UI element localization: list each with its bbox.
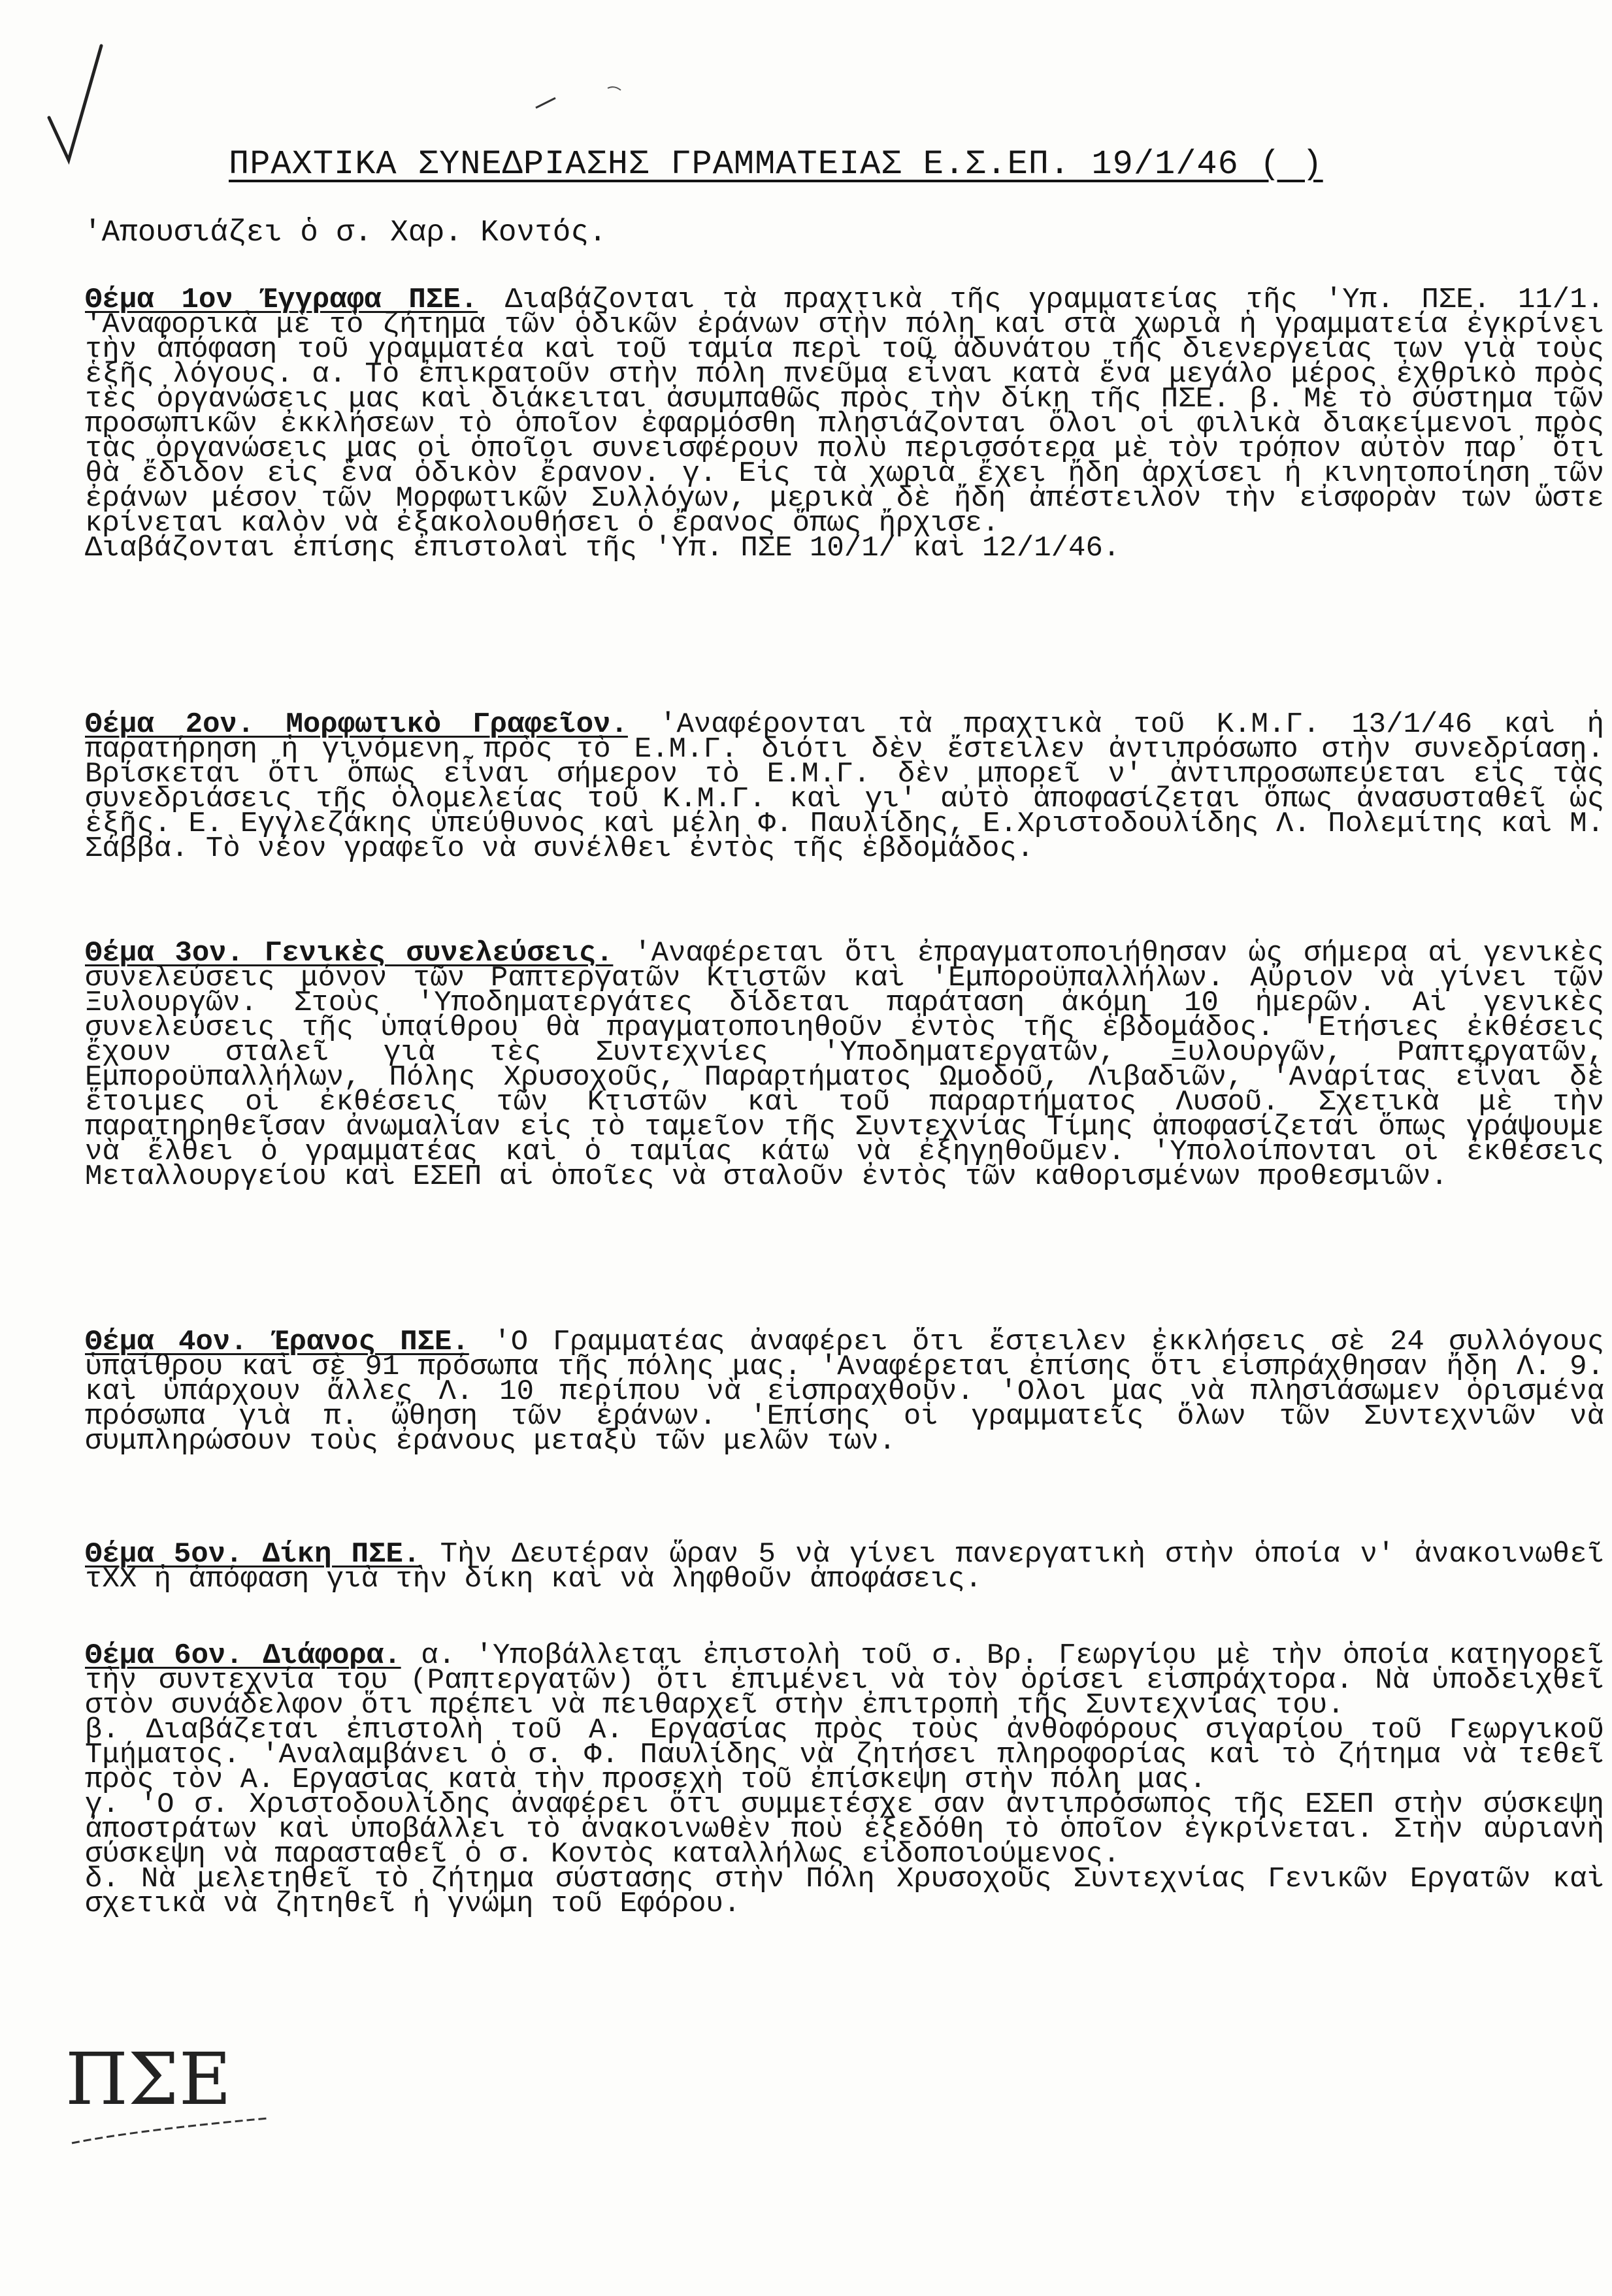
pen-scribble (510, 78, 640, 118)
item-1-heading: Θέμα 1ον Έγγραφα ΠΣΕ. (85, 284, 478, 316)
item-6 (85, 1639, 1604, 1920)
item-2 (85, 708, 1604, 865)
item-4-heading: Θέμα 4ον. Έρανος ΠΣΕ. (85, 1326, 469, 1358)
item-5-heading: Θέμα 5ον. Δίκη ΠΣΕ. (85, 1538, 421, 1571)
item-3-heading: Θέμα 3ον. Γενικὲς συνελεύσεις. (85, 937, 614, 970)
document-title: ΠΡΑΧΤΙΚΑ ΣΥΝΕΔΡΙΑΣΗΣ ΓΡΑΜΜΑΤΕΙΑΣ Ε.Σ.ΕΠ. 19/1/46 ( ) (229, 145, 1323, 184)
item-6-text: α. 'Υποβάλλεται ἐπιστολὴ τοῦ σ. Βρ. Γεωργίου μὲ τὴν ὁποία κατηγορεῖ τὴν συντεχνία του (Ραπτεργατῶν) ὅτι ἐπιμένει νὰ τὸν ὁρίσει εἰσπράχτορα. Νὰ ὑποδειχθεῖ στὸν συνάδελφον ὅτι πρέπει νὰ πειθαρχεῖ στὴν ἐπιτροπὴ τῆς Συντεχνίας του. (85, 1639, 1604, 1722)
item-5 (85, 1538, 1605, 1596)
handwritten-pse-mark (59, 2032, 333, 2163)
item-1-extra: Διαβάζονται ἐπίσης ἐπιστολαὶ τῆς 'Υπ. ΠΣΕ 10/1/ καὶ 12/1/46. (85, 532, 1121, 565)
item-3 (85, 937, 1604, 1193)
item-6-subitem-c: γ. 'Ο σ. Χριστοδουλίδης ἀναφέρει ὅτι συμμετέσχε σαν ἀντιπρόσωπος τῆς ΕΣΕΠ στὴν σύσκεψη ἀποστράτων καὶ ὑποβάλλει τὸ ἀνακοινωθὲν ποὺ ἐξεδόθη τὸ ὁποῖον ἐγκρίνεται. Στὴν αὐριανὴ σύσκεψη νὰ παρασταθεῖ ὁ σ. Κοντὸς καταλλήλως εἰδοποιούμενος. (85, 1788, 1604, 1871)
item-5-text: Τὴν Δευτέραν ὥραν 5 νὰ γίνει πανεργατικὴ στὴν ὁποία ν' ἀνακοινωθεῖ τΧΧ ἡ ἀπόφαση γιὰ τὴν δίκη καὶ νὰ ληφθοῦν ἀποφάσεις. (85, 1538, 1605, 1596)
item-6-heading: Θέμα 6ον. Διάφορα. (85, 1639, 401, 1672)
item-3-text: 'Αναφέρεται ὅτι ἐπραγματοποιήθησαν ὡς σήμερα αἱ γενικὲς συνελεύσεις μόνον τῶν Ραπτεργατῶν Κτιστῶν καὶ 'Εμποροϋπαλλήλων. Αὔριον νὰ γίνει τῶν Ξυλουργῶν. Στοὺς 'Υποδηματεργάτες δίδεται παράταση ἀκόμη 10 ἡμερῶν. Αἱ γενικὲς συνελεύσεις τῆς ὑπαίθρου θὰ πραγματοποιηθοῦν ἐντὸς τῆς ἑβδομάδος. 'Ετήσιες ἐκθέσεις ἔχουν σταλεῖ γιὰ τὲς Συντεχνίες 'Υποδηματεργατῶν, Ξυλουργῶν, Ραπτεργατῶν, Εμποροϋπαλλήλων, Πόλης Χρυσοχοῦς, Παραρτήματος Ωμοδοῦ, Λιβαδιῶν, 'Αναρίτας εἶναι δὲ ἕτοιμες οἱ ἐκθέσεις τῶν Κτιστῶν καὶ τοῦ παραρτήματος Λυσοῦ. Σχετικὰ μὲ τὴν παρατηρηθεῖσαν ἀνωμαλίαν εἰς τὸ ταμεῖον τῆς Συντεχνίας Τίμης ἀποφασίζεται ὅπως γράψουμε νὰ ἔλθει ὁ γραμματέας καὶ ὁ ταμίας κάτω νὰ ἐξηγηθοῦμεν. 'Υπολοίπονται οἱ ἐκθέσεις Μεταλλουργείου καὶ ΕΣΕΠ αἱ ὁποῖες νὰ σταλοῦν ἐντὸς τῶν καθορισμένων προθεσμιῶν. (85, 937, 1604, 1193)
handwritten-pse-text: ΠΣΕ (65, 2037, 231, 2121)
attendance-note: 'Απουσιάζει ὁ σ. Χαρ. Κοντός. (84, 216, 607, 250)
item-4 (85, 1326, 1605, 1458)
item-2-heading: Θέμα 2ον. Μορφωτικὸ Γραφεῖον. (85, 708, 628, 741)
item-1-text: Διαβάζονται τὰ πραχτικὰ τῆς γραμματείας τῆς 'Υπ. ΠΣΕ. 11/1. 'Αναφορικὰ μὲ τὸ ζήτημα τῶν ὁδικῶν ἐράνων στὴν πόλη καὶ στὰ χωριὰ ἡ γραμματεία ἐγκρίνει τὴν ἀπόφαση τοῦ γραμματέα καὶ τοῦ ταμία περὶ τοῦ ἀδυνάτου τῆς διενεργείας των γιὰ τοὺς ἑξῆς λόγους. α. Τὸ ἐπικρατοῦν στὴν πόλη πνεῦμα εἶναι κατὰ ἕνα μεγάλο μέρος ἐχθρικὸ πρὸς τὲς ὀργανώσεις μας καὶ διάκειται ἀσυμπαθῶς πρὸς τὴν δίκη τῆς ΠΣΕ. β. Μὲ τὸ σύστημα τῶν προσωπικῶν ἐκκλήσεων τὸ ὁποῖον ἐφαρμόσθη πλησιάζονται ὅλοι οἱ φιλικὰ διακείμενοι πρὸς τὰς ὀργανώσεις μας οἱ ὁποῖοι συνεισφέρουν πολὺ περισσότερα μὲ τὸν τρόπον αὐτὸν παρ᾽ ὅτι θὰ ἔδιδον εἰς ἕνα ὁδικὸν ἔρανον. γ. Εἰς τὰ χωριὰ ἔχει ἤδη ἀρχίσει ἡ κινητοποίηση τῶν ἐράνων μέσον τῶν Μορφωτικῶν Συλλόγων, μερικὰ δὲ ἤδη ἀπέστειλον τὴν εἰσφορὰν των ὥστε κρίνεται καλὸν νὰ ἐξακολουθήσει ὁ ἔρανος ὅπως ἤρχισε. (85, 284, 1605, 540)
item-6-subitem-d: δ. Νὰ μελετηθεῖ τὸ ζήτημα σύστασης στὴν Πόλη Χρυσοχοῦς Συντεχνίας Γενικῶν Εργατῶν καὶ σχετικὰ νὰ ζητηθεῖ ἡ γνώμη τοῦ Εφόρου. (85, 1863, 1604, 1920)
item-2-text: 'Αναφέρονται τὰ πραχτικὰ τοῦ Κ.Μ.Γ. 13/1/46 καὶ ἡ παρατήρηση ἡ γινόμενη πρὸς τὸ Ε.Μ.Γ. διότι δὲν ἔστειλεν ἀντιπρόσωπο στὴν συνεδρίαση. Βρίσκεται ὅτι ὅπως εἶναι σήμερον τὸ Ε.Μ.Γ. δὲν μπορεῖ ν' ἀντιπροσωπεύεται εἰς τὰς συνεδριάσεις τῆς ὁλομελείας τοῦ Κ.Μ.Γ. καὶ γι' αὐτὸ ἀποφασίζεται ὅπως ἀνασυσταθεῖ ὡς ἑξῆς. Ε. Εγγλεζάκης ὑπεύθυνος καὶ μέλη Φ. Παυλίδης, Ε.Χριστοδουλίδης Λ. Πολεμίτης καὶ Μ. Σάββα. Τὸ νέον γραφεῖο νὰ συνέλθει ἐντὸς τῆς ἑβδομάδος. (85, 708, 1604, 865)
item-1 (85, 284, 1605, 565)
item-6-subitem-b: β. Διαβάζεται ἐπιστολὴ τοῦ Α. Εργασίας πρὸς τοὺς ἀνθοφόρους σιγαρίου τοῦ Γεωργικοῦ Τμήματος. 'Αναλαμβάνει ὁ σ. Φ. Παυλίδης νὰ ζητήσει πληροφορίας καὶ τὸ ζήτημα νὰ τεθεῖ πρὸς τὸν Α. Εργασίας κατὰ τὴν προσεχὴ τοῦ ἐπίσκεψη στὴν πόλη μας. (85, 1714, 1604, 1796)
checkmark-mark (39, 39, 118, 170)
item-4-text: 'Ο Γραμματέας ἀναφέρει ὅτι ἔστειλεν ἐκκλήσεις σὲ 24 συλλόγους ὑπαίθρου καὶ σὲ 91 πρόσωπα τῆς πόλης μας. 'Αναφέρεται ἐπίσης ὅτι εἰσπράχθησαν ἤδη Λ. 9. καὶ ὑπάρχουν ἄλλες Λ. 10 περίπου νὰ εἰσπραχθοῦν. 'Ολοι μας νὰ πλησιάσωμεν ὁρισμένα πρόσωπα γιὰ π. ὤθηση τῶν ἐράνων. 'Επίσης οἱ γραμματεῖς ὅλων τῶν Συντεχνιῶν νὰ συμπληρώσουν τοὺς ἐράνους μεταξὺ τῶν μελῶν των. (85, 1326, 1605, 1458)
